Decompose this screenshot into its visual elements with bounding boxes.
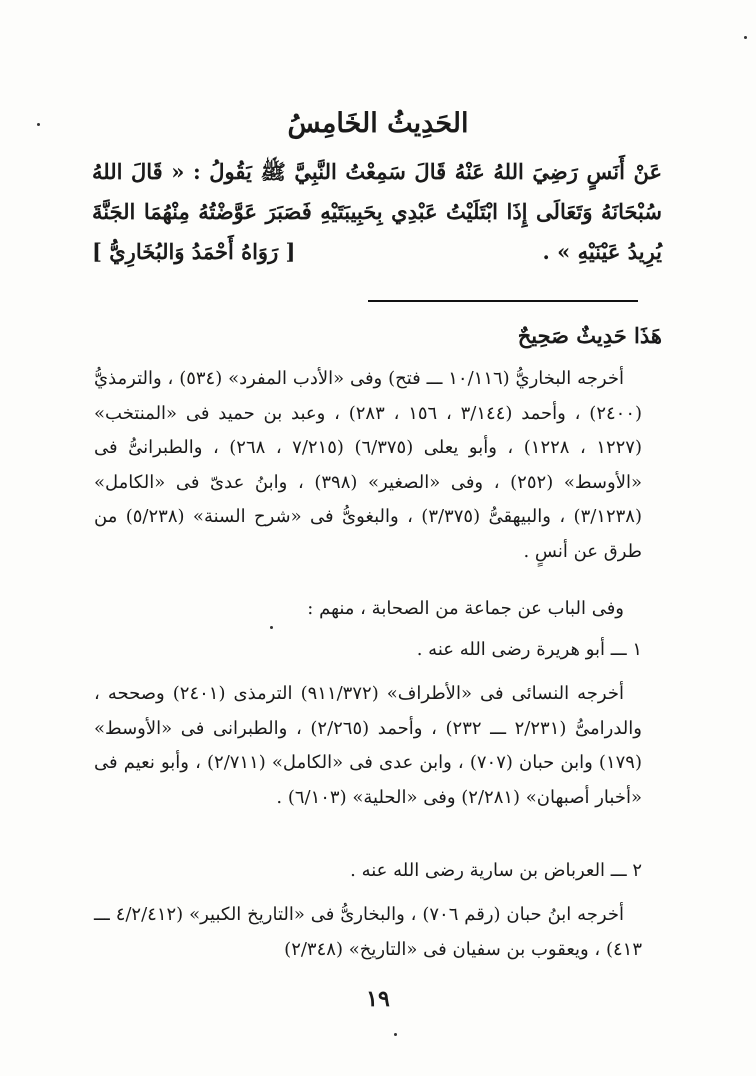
bab-intro: وفى الباب عن جماعة من الصحابة ، منهم : xyxy=(307,598,624,619)
companion-item: ١ ـــ أبو هريرة رضى الله عنه . xyxy=(416,639,642,660)
hadith-narration: [ رَوَاهُ أَحْمَدُ وَالبُخَارِيُّ ] xyxy=(92,239,296,264)
scan-speck xyxy=(394,1033,397,1036)
hadith-text-end: يُرِيدُ عَيْنَيْهِ » . xyxy=(542,239,662,264)
scan-speck xyxy=(37,123,40,126)
companion-item: ٢ ـــ العرباض بن سارية رضى الله عنه . xyxy=(350,860,642,881)
takhrij-paragraph: أخرجه البخاريُّ (١٠/١١٦ ـــ فتح) وفى «الأدب المفرد» (٥٣٤) ، والترمذيُّ (٢٤٠٠) ، وأحمد (٣/١٤٤ ، ١٥٦ ، ٢٨٣) ، وعبد بن حميد فى «المنتخب» (١٢٢٧ ، ١٢٢٨) ، وأبو يعلى (٦/٣٧٥) (٧/٢١٥ ، ٢٦٨) ، والطبرانىُّ فى «الأوسط» (٢٥٢) ، وفى «الصغير» (٣٩٨) ، وابنُ عدىّ فى «الكامل» (٣/١٢٣٨) ، والبيهقىُّ (٣/٣٧٥) ، والبغوىُّ فى «شرح السنة» (٥/٢٣٨) من طرق عن أنسٍ . xyxy=(94,368,643,562)
section-divider xyxy=(368,300,638,302)
scan-speck xyxy=(744,36,747,39)
scan-speck xyxy=(270,626,273,629)
hadith-text-line: عَنْ أَنَسٍ رَضِيَ اللهُ عَنْهُ قَالَ سَمِعْتُ النَّبِيَّ ﷺ يَقُولُ : « قَالَ اللهُ xyxy=(92,159,662,184)
takhrij-paragraph: أخرجه النسائى فى «الأطراف» (٩١١/٣٧٢) الترمذى (٢٤٠١) وصححه ، والدرامىُّ (٢/٢٣١ ـــ ٢٣٢) ، وأحمد (٢/٢٦٥) ، والطبرانى فى «الأوسط» (١٧٩) وابن حبان (٧٠٧) ، وابن عدى فى «الكامل» (٢/٧١١) ، وأبو نعيم فى «أخبار أصبهان» (٢/٢٨١) وفى «الحلية» (٦/١٠٣) . xyxy=(94,683,642,808)
hadith-text-line: سُبْحَانَهُ وَتَعَالَى إِذَا ابْتَلَيْتُ عَبْدِي بِحَبِيبَتَيْهِ فَصَبَرَ عَوَّضْتُهُ مِنْهُمَا الجَنَّةَ xyxy=(92,199,662,224)
page-number: ١٩ xyxy=(366,986,390,1012)
hadith-grade: هَذَا حَدِيثٌ صَحِيحٌ xyxy=(517,323,662,348)
hadith-title: الحَدِيثُ الخَامِسُ xyxy=(287,108,469,139)
takhrij-paragraph: أخرجه ابنُ حبان (رقم ٧٠٦) ، والبخارىُّ فى «التاريخ الكبير» (٤/٢/٤١٢ ـــ ٤١٣) ، ويعقوب بن سفيان فى «التاريخ» (٢/٣٤٨) xyxy=(94,904,642,960)
